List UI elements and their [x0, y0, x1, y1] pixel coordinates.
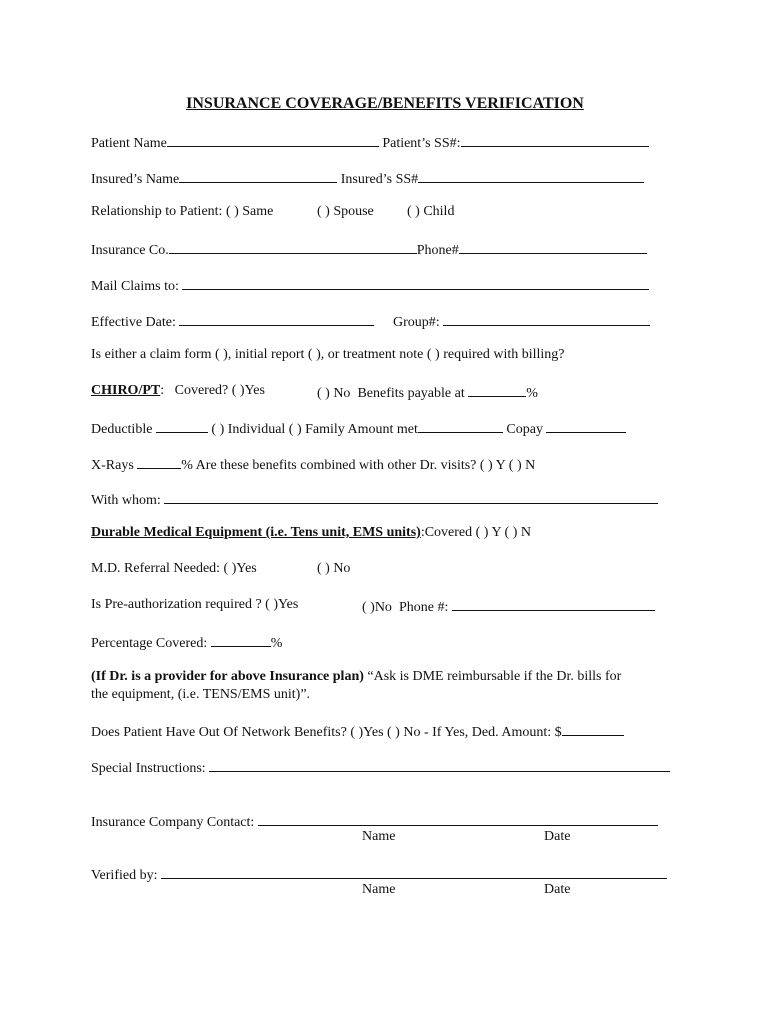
relationship-row: [91, 204, 273, 220]
mail-claims-field[interactable]: [182, 276, 649, 290]
contact-field[interactable]: [258, 812, 658, 826]
percentage-covered-row: [91, 633, 282, 652]
chiro-label: CHIRO/PT: [91, 383, 161, 398]
contact-label: Insurance Company Contact:: [91, 815, 255, 830]
dme-covered-options[interactable]: :Covered ( ) Y ( ) N: [420, 525, 531, 540]
chiro-covered-no-option[interactable]: ( ) No: [317, 386, 351, 401]
xrays-row: [91, 455, 535, 474]
patient-ss-field[interactable]: [461, 133, 649, 147]
benefits-payable-label: Benefits payable at: [357, 386, 465, 401]
md-referral-no-option[interactable]: ( ) No: [317, 561, 351, 576]
relationship-same-option[interactable]: ( ) Same: [225, 204, 274, 219]
amount-met-field[interactable]: [418, 419, 503, 433]
copay-label: Copay: [506, 422, 543, 437]
percentage-covered-label: Percentage Covered:: [91, 636, 208, 651]
insured-row: [91, 169, 644, 188]
copay-field[interactable]: [546, 419, 626, 433]
relationship-label: Relationship to Patient:: [91, 204, 223, 219]
benefits-payable-field[interactable]: [468, 383, 526, 397]
percentage-covered-field[interactable]: [211, 633, 271, 647]
oon-row: [91, 722, 624, 741]
patient-name-field[interactable]: [167, 133, 379, 147]
contact-date-caption: Date: [544, 829, 571, 844]
with-whom-label: With whom:: [91, 493, 161, 508]
chiro-colon: :: [160, 383, 165, 398]
effective-date-label: Effective Date:: [91, 315, 176, 330]
insurance-co-label: Insurance Co.: [91, 243, 169, 258]
insured-name-field[interactable]: [179, 169, 337, 183]
deductible-row: [91, 419, 626, 438]
patient-row: [91, 133, 649, 152]
provider-note-line-1: [91, 669, 621, 685]
preauth-no-option[interactable]: ( )No: [362, 600, 392, 615]
claim-form-question: Is either a claim form ( ), initial report ( ), or treatment note ( ) required with billing?: [91, 347, 565, 362]
special-instructions-row: [91, 758, 670, 777]
chiro-row: [91, 383, 265, 399]
xrays-question: % Are these benefits combined with other Dr. visits? ( ) Y ( ) N: [181, 458, 536, 473]
verified-field[interactable]: [161, 865, 667, 879]
dme-row: [91, 525, 531, 541]
dme-label: Durable Medical Equipment (i.e. Tens unit, EMS units): [91, 525, 421, 540]
chiro-benefits-group: [317, 383, 538, 402]
effective-date-field[interactable]: [179, 312, 374, 326]
insured-name-label: Insured’s Name: [91, 172, 180, 187]
with-whom-field[interactable]: [164, 490, 658, 504]
deductible-label: Deductible: [91, 422, 153, 437]
benefits-percent: %: [526, 386, 538, 401]
with-whom-row: [91, 490, 658, 509]
verified-name-caption: Name: [362, 882, 396, 897]
preauth-phone-label: Phone #:: [398, 600, 449, 615]
individual-family-options[interactable]: ( ) Individual ( ) Family Amount met: [211, 422, 418, 437]
xrays-label: X-Rays: [91, 458, 134, 473]
form-title: INSURANCE COVERAGE/BENEFITS VERIFICATION: [186, 95, 584, 112]
special-instructions-label: Special Instructions:: [91, 761, 206, 776]
insurance-co-row: [91, 240, 647, 259]
group-label: Group#:: [393, 315, 440, 330]
phone-label: Phone#: [416, 243, 459, 258]
relationship-spouse-option[interactable]: ( ) Spouse: [317, 204, 374, 219]
provider-note-bold: (If Dr. is a provider for above Insurance plan): [91, 669, 364, 684]
preauth-row: [91, 597, 298, 613]
deductible-field[interactable]: [156, 419, 208, 433]
oon-label[interactable]: Does Patient Have Out Of Network Benefits? ( )Yes ( ) No - If Yes, Ded. Amount: $: [91, 725, 562, 740]
patient-ss-label: Patient’s SS#:: [382, 136, 461, 151]
xrays-field[interactable]: [137, 455, 181, 469]
mail-claims-label: Mail Claims to:: [91, 279, 179, 294]
preauth-phone-group: [362, 597, 655, 616]
preauth-phone-field[interactable]: [452, 597, 655, 611]
preauth-yes-option[interactable]: Is Pre-authorization required ? ( )Yes: [91, 597, 299, 612]
insured-ss-field[interactable]: [418, 169, 644, 183]
patient-name-label: Patient Name: [91, 136, 167, 151]
phone-field[interactable]: [459, 240, 647, 254]
special-instructions-field[interactable]: [209, 758, 670, 772]
md-referral-yes-option[interactable]: M.D. Referral Needed: ( )Yes: [91, 561, 257, 576]
md-referral-row: [91, 561, 257, 577]
group-row: [393, 312, 650, 331]
insurance-co-field[interactable]: [169, 240, 417, 254]
oon-amount-field[interactable]: [562, 722, 624, 736]
provider-note-line-2: the equipment, (i.e. TENS/EMS unit)”.: [91, 687, 311, 702]
provider-note-text: “Ask is DME reimbursable if the Dr. bills for: [363, 669, 622, 684]
verified-label: Verified by:: [91, 868, 158, 883]
contact-name-caption: Name: [362, 829, 396, 844]
chiro-covered-yes-option[interactable]: Covered? ( )Yes: [174, 383, 265, 398]
percentage-covered-percent: %: [270, 636, 283, 651]
group-field[interactable]: [443, 312, 650, 326]
relationship-child-option[interactable]: ( ) Child: [407, 204, 455, 219]
verified-date-caption: Date: [544, 882, 571, 897]
mail-claims-row: [91, 276, 649, 295]
insured-ss-label: Insured’s SS#: [340, 172, 419, 187]
effective-date-row: [91, 312, 374, 331]
